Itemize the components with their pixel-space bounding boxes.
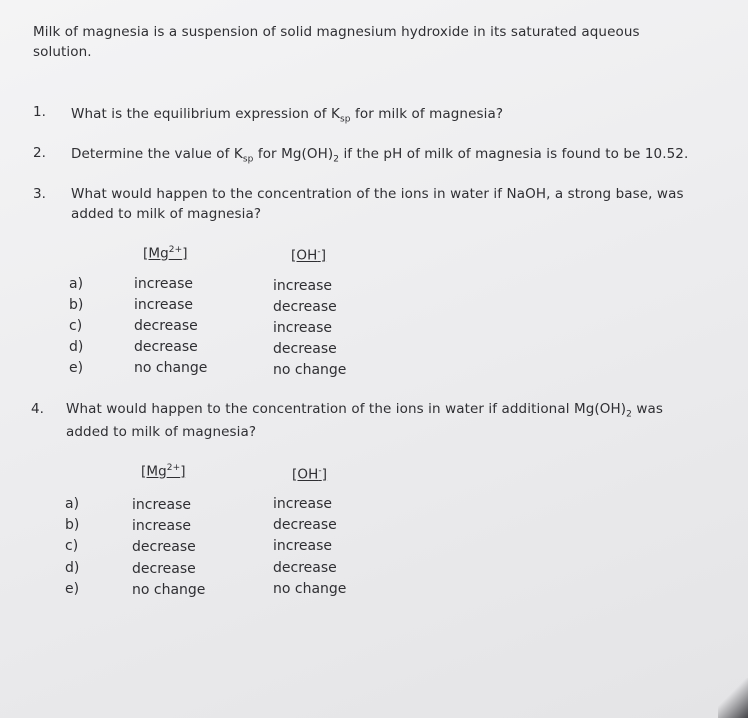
question-4-number: 4. [31, 401, 44, 417]
intro-line-2: solution. [33, 44, 92, 60]
question-3-mg-header: $[Mg^{2+}]$ [143, 245, 188, 262]
question-3-option-b-mg: increase [134, 297, 194, 313]
question-3-oh-header: [OH-] [291, 247, 327, 264]
page-corner-shadow [718, 678, 748, 718]
question-4-mg-header: $[Mg^{2+}]$ [141, 463, 186, 480]
intro-line-1: Milk of magnesia is a suspension of solid magnesium hydroxide in its saturated aqueous [33, 24, 640, 40]
question-3-option-c-mg: decrease [134, 318, 198, 334]
question-3-option-a-mg: increase [134, 276, 194, 292]
question-3-option-d-letter[interactable]: d) [69, 339, 84, 355]
question-3-option-c-oh: increase [273, 320, 333, 336]
question-4-oh-header: [OH-] [292, 466, 328, 483]
question-4-option-b-mg: increase [132, 518, 192, 534]
question-4-option-c-mg: decrease [132, 539, 196, 555]
question-4-option-e-letter[interactable]: e) [65, 581, 80, 597]
question-2-text: Determine the value of $K_{sp}$ for $Mg(OH)_2$ if the pH of milk of magnesia is found to be 10.52. [71, 146, 689, 165]
question-1-number: 1. [33, 104, 46, 120]
question-3-option-d-oh: decrease [273, 341, 337, 357]
question-4-option-a-letter[interactable]: a) [65, 496, 80, 512]
question-4-option-a-mg: increase [132, 497, 192, 513]
question-3-option-b-oh: decrease [273, 299, 337, 315]
question-4-line-2: added to milk of magnesia? [66, 424, 257, 440]
question-4-option-b-oh: decrease [273, 517, 337, 533]
question-3-option-e-letter[interactable]: e) [69, 360, 84, 376]
question-3-line-1: What would happen to the concentration of the ions in water if NaOH, a strong base, was [71, 186, 684, 202]
question-3-line-2: added to milk of magnesia? [71, 206, 262, 222]
question-2-number: 2. [33, 145, 46, 161]
question-3-option-e-mg: no change [134, 360, 208, 376]
question-3-option-c-letter[interactable]: c) [69, 318, 83, 334]
question-4-line-1: What would happen to the concentration of the ions in water if additional $Mg(OH)_2$ was [66, 401, 663, 420]
question-4-option-d-letter[interactable]: d) [65, 560, 80, 576]
question-3-option-a-oh: increase [273, 278, 333, 294]
question-4-option-c-oh: increase [273, 538, 333, 554]
question-4-option-e-mg: no change [132, 582, 206, 598]
question-4-option-c-letter[interactable]: c) [65, 538, 79, 554]
question-4-option-a-oh: increase [273, 496, 333, 512]
question-3-option-a-letter[interactable]: a) [69, 276, 84, 292]
question-3-number: 3. [33, 186, 46, 202]
question-3-option-e-oh: no change [273, 362, 347, 378]
question-3-option-b-letter[interactable]: b) [69, 297, 84, 313]
question-4-option-b-letter[interactable]: b) [65, 517, 80, 533]
question-4-option-d-mg: decrease [132, 561, 196, 577]
question-3-option-d-mg: decrease [134, 339, 198, 355]
question-1-text: What is the equilibrium expression of $K_{sp}$ for milk of magnesia? [71, 106, 504, 125]
question-4-option-e-oh: no change [273, 581, 347, 597]
question-4-option-d-oh: decrease [273, 560, 337, 576]
